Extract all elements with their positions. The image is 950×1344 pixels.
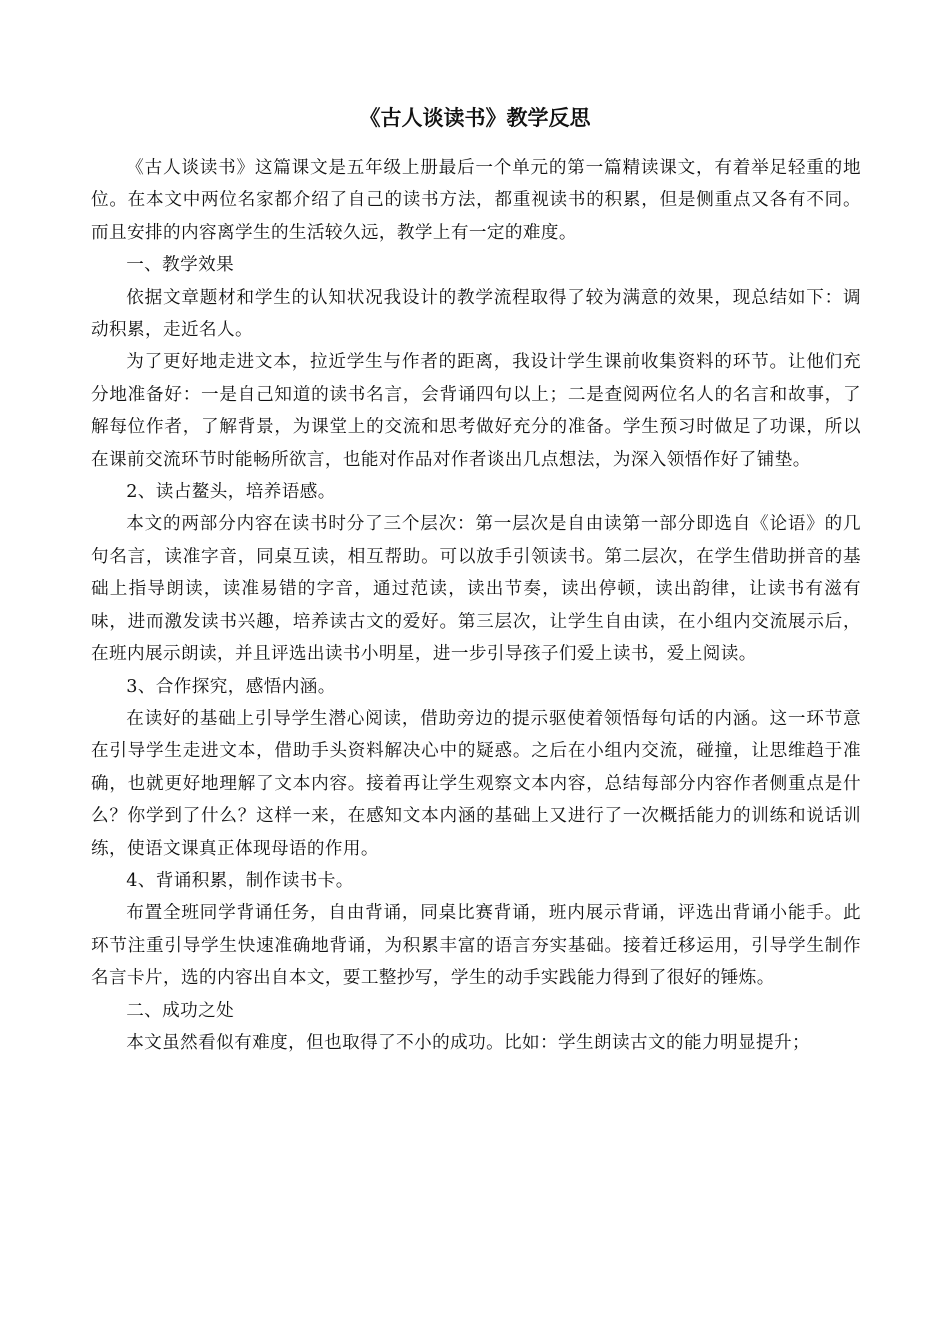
paragraph-success: 本文虽然看似有难度，但也取得了不小的成功。比如：学生朗读古文的能力明显提升； bbox=[126, 1032, 810, 1053]
subheading-reading: 2、读占鳌头，培养语感。 bbox=[126, 482, 336, 503]
paragraph-reading-levels: 本文的两部分内容在读书时分了三个层次：第一层次是自由读第一部分即选自《论语》的几句名言，读准字音，同桌互读，相互帮助。可以放手引领读书。第二层次，在学生借助拼音的基础上指导朗读，读准易错的字音，通过范读，读出节奏，读出停顿，读出韵律，让读书有滋有味，进而激发读书兴趣，培养读古文的爱好。第三层次，让学生自由读，在小组内交流展示后，在班内展示朗读，并且评选出读书小明星，进一步引导孩子们爱上读书，爱上阅读。 bbox=[91, 514, 861, 665]
paragraph-preparation: 为了更好地走进文本，拉近学生与作者的距离，我设计学生课前收集资料的环节。让他们充分地准备好：一是自己知道的读书名言，会背诵四句以上；二是查阅两位名人的名言和故事，了解每位作者，了解背景，为课堂上的交流和思考做好充分的准备。学生预习时做足了功课，所以在课前交流环节时能畅所欲言，也能对作品对作者谈出几点想法，为深入领悟作好了铺垫。 bbox=[91, 352, 861, 470]
paragraph-recitation: 布置全班同学背诵任务，自由背诵，同桌比赛背诵，班内展示背诵，评选出背诵小能手。此环节注重引导学生快速准确地背诵，为积累丰富的语言夯实基础。接着迁移运用，引导学生制作名言卡片，选的内容出自本文，要工整抄写，学生的动手实践能力得到了很好的锤炼。 bbox=[91, 903, 861, 989]
document-body bbox=[91, 152, 861, 1059]
paragraph-cooperation: 在读好的基础上引导学生潜心阅读，借助旁边的提示驱使着领悟每句话的内涵。这一环节意在引导学生走进文本，借助手头资料解决心中的疑惑。之后在小组内交流，碰撞，让思维趋于准确，也就更好地理解了文本内容。接着再让学生观察文本内容，总结每部分内容作者侧重点是什么？你学到了什么？这样一来，在感知文本内涵的基础上又进行了一次概括能力的训练和说话训练，使语文课真正体现母语的作用。 bbox=[91, 708, 861, 859]
paragraph-summary: 依据文章题材和学生的认知状况我设计的教学流程取得了较为满意的效果，现总结如下：调动积累，走近名人。 bbox=[91, 287, 861, 341]
section-heading-teaching-effect: 一、教学效果 bbox=[126, 255, 235, 276]
subheading-cooperation: 3、合作探究，感悟内涵。 bbox=[126, 676, 336, 697]
subheading-recitation: 4、背诵积累，制作读书卡。 bbox=[126, 870, 354, 891]
document-title: 《古人谈读书》教学反思 bbox=[359, 105, 591, 130]
section-heading-success: 二、成功之处 bbox=[126, 1000, 235, 1021]
paragraph-intro: 《古人谈读书》这篇课文是五年级上册最后一个单元的第一篇精读课文，有着举足轻重的地位。在本文中两位名家都介绍了自己的读书方法，都重视读书的积累，但是侧重点又各有不同。而且安排的内容离学生的生活较久远，教学上有一定的难度。 bbox=[91, 158, 861, 243]
